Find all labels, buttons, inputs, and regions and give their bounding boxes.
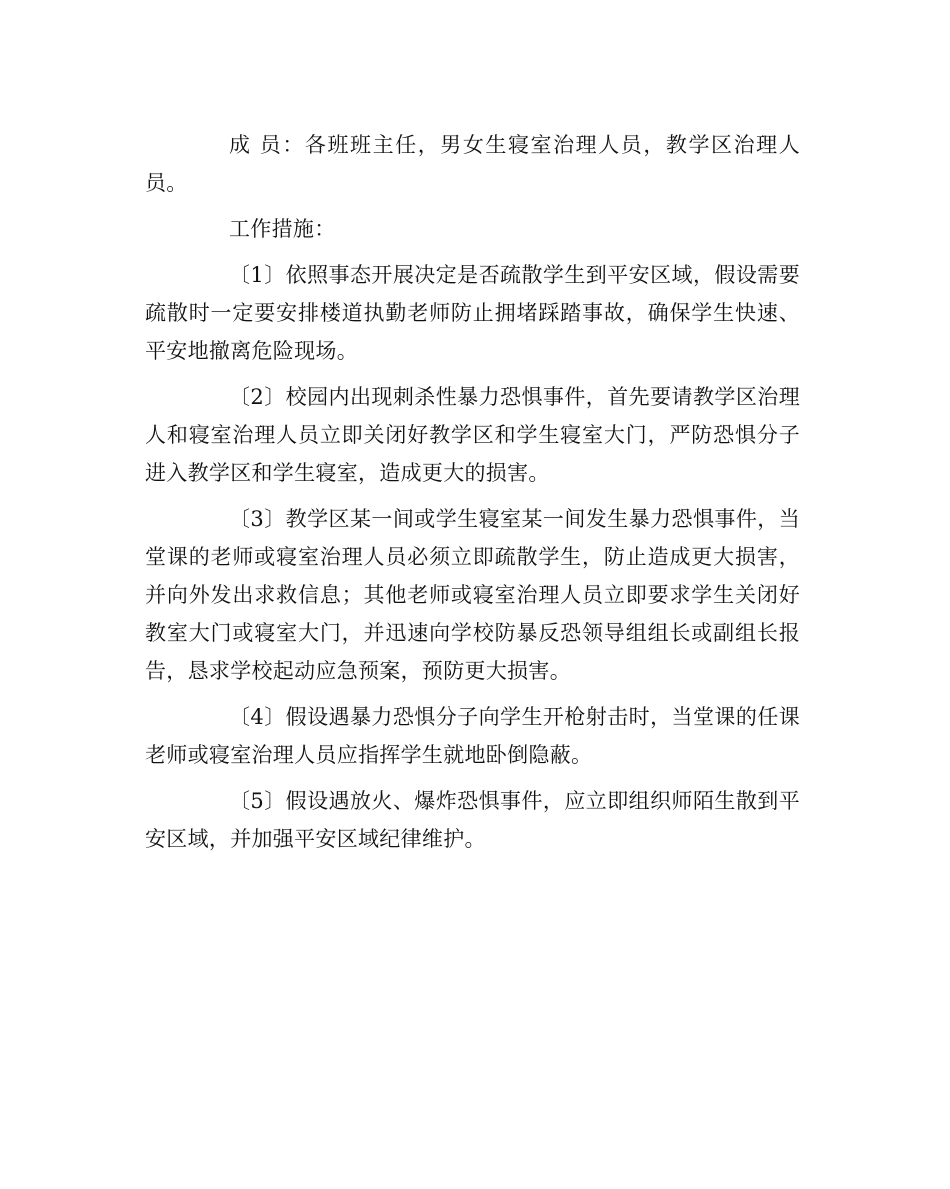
measure-number: 〔1〕 <box>229 263 286 287</box>
measure-text: 假设遇暴力恐惧分子向学生开枪射击时，当堂课的任课老师或寝室治理人员应指挥学生就地卧倒隐蔽。 <box>145 705 800 767</box>
measure-number: 〔5〕 <box>229 789 286 813</box>
measure-item-1 <box>145 256 800 370</box>
measure-item-3 <box>145 500 800 690</box>
measure-text: 假设遇放火、爆炸恐惧事件，应立即组织师陌生散到平安区域，并加强平安区域纪律维护。 <box>145 789 800 851</box>
measure-text: 校园内出现刺杀性暴力恐惧事件，首先要请教学区治理人和寝室治理人员立即关闭好教学区和学生寝室大门，严防恐惧分子进入教学区和学生寝室，造成更大的损害。 <box>145 385 800 485</box>
measure-item-4 <box>145 698 800 774</box>
measure-number: 〔3〕 <box>229 507 286 531</box>
measure-item-2 <box>145 378 800 492</box>
members-paragraph <box>145 126 800 202</box>
measure-number: 〔4〕 <box>229 705 286 729</box>
measures-heading: 工作措施： <box>229 217 336 241</box>
document-body <box>145 126 800 866</box>
members-text: 各班班主任，男女生寝室治理人员，教学区治理人员。 <box>145 133 800 195</box>
members-label: 成 员： <box>229 133 305 157</box>
measure-number: 〔2〕 <box>229 385 286 409</box>
measure-item-5 <box>145 782 800 858</box>
measure-text: 依照事态开展决定是否疏散学生到平安区域，假设需要疏散时一定要安排楼道执勤老师防止拥堵踩踏事故，确保学生快速、平安地撤离危险现场。 <box>145 263 800 363</box>
measure-text: 教学区某一间或学生寝室某一间发生暴力恐惧事件，当堂课的老师或寝室治理人员必须立即疏散学生，防止造成更大损害，并向外发出求救信息；其他老师或寝室治理人员立即要求学生关闭好教室大门或寝室大门，并迅速向学校防暴反恐领导组组长或副组长报告，恳求学校起动应急预案，预防更大损害。 <box>145 507 800 683</box>
